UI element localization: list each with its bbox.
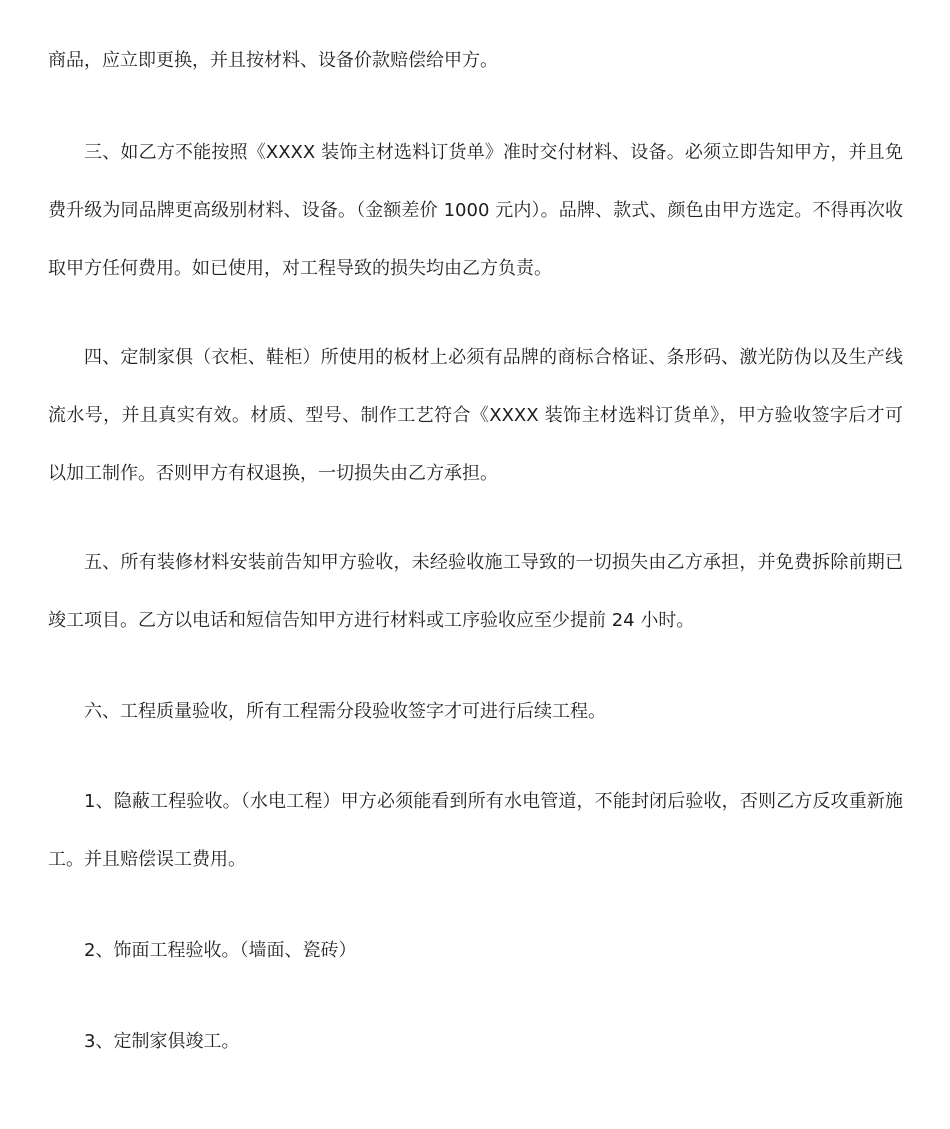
paragraph-clause-4: 四、定制家俱（衣柜、鞋柜）所使用的板材上必须有品牌的商标合格证、条形码、激光防伪以及生产线流水号，并且真实有效。材质、型号、制作工艺符合《XXXX 装饰主材选料订货单》，甲方验收签字后才可以加工制作。否则甲方有权退换，一切损失由乙方承担。 bbox=[48, 347, 903, 484]
paragraph-continuation: 商品，应立即更换，并且按材料、设备价款赔偿给甲方。 bbox=[48, 50, 498, 71]
paragraph-clause-3: 三、如乙方不能按照《XXXX 装饰主材选料订货单》准时交付材料、设备。必须立即告知甲方，并且免费升级为同品牌更高级别材料、设备。（金额差价 1000 元内）。品牌、款式、颜色由甲方选定。不得再次收取甲方任何费用。如已使用，对工程导致的损失均由乙方负责。 bbox=[48, 142, 903, 279]
paragraph-clause-5: 五、所有装修材料安装前告知甲方验收，未经验收施工导致的一切损失由乙方承担，并免费拆除前期已竣工项目。乙方以电话和短信告知甲方进行材料或工序验收应至少提前 24 小时。 bbox=[48, 552, 903, 631]
paragraph-item-1: 1、隐蔽工程验收。（水电工程）甲方必须能看到所有水电管道，不能封闭后验收，否则乙方反攻重新施工。并且赔偿误工费用。 bbox=[48, 791, 903, 870]
paragraph-item-3: 3、定制家俱竣工。 bbox=[84, 1031, 240, 1052]
paragraph-item-2: 2、饰面工程验收。（墙面、瓷砖） bbox=[84, 940, 357, 961]
paragraph-clause-6: 六、工程质量验收，所有工程需分段验收签字才可进行后续工程。 bbox=[84, 701, 606, 722]
